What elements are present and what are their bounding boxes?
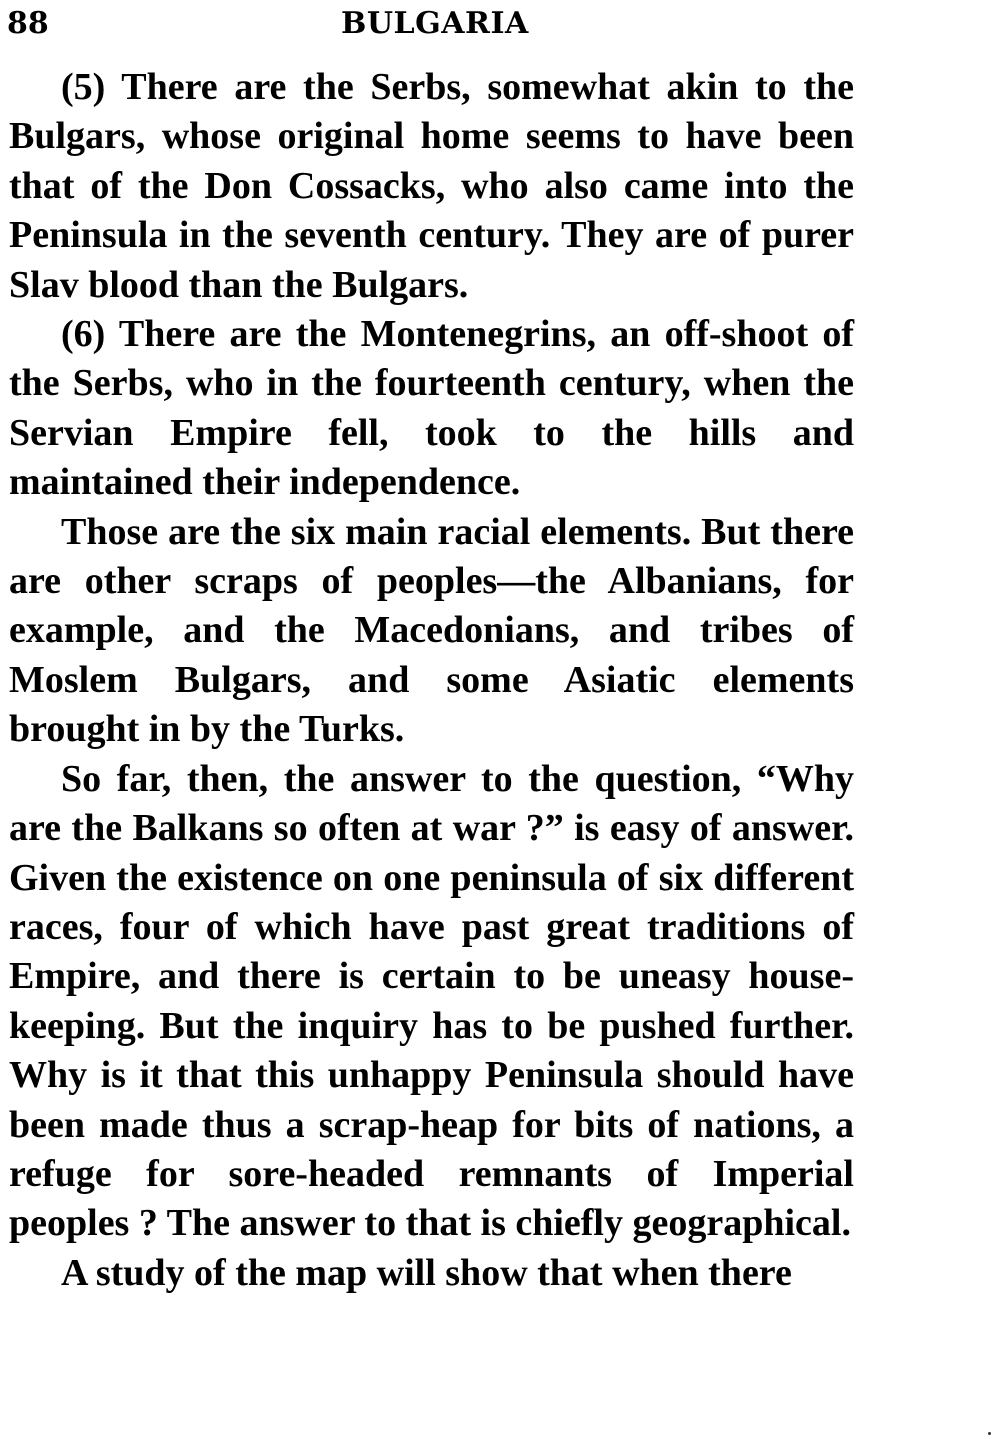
paragraph-racial-elements: Those are the six main racial elements. But there are other scraps of peoples—the Albanians, for example, and the Macedonians, and tribes of Moslem Bulgars, and some Asiatic elements brought in by the Turks. [9, 510, 854, 751]
paragraph-serbs: (5) There are the Serbs, somewhat akin to the Bulgars, whose original home seems to have been that of the Don Cossacks, who also came into the Peninsula in the seventh century. They are of purer Slav blood than the Bulgars. [9, 66, 854, 306]
scan-speck [988, 1432, 991, 1435]
paragraph-montenegrins: (6) There are the Montenegrins, an off-shoot of the Serbs, who in the fourteenth century, when the Servian Empire fell, took to the hills and maintained their independence. [9, 313, 854, 504]
body-text [9, 63, 854, 1298]
running-head [7, 4, 852, 44]
running-title: BULGARIA [341, 6, 529, 41]
page-number: 88 [7, 6, 49, 41]
paragraph-map-study: A study of the map will show that when there [61, 1251, 792, 1294]
paragraph-balkans-war: So far, then, the answer to the question, “Why are the Balkans so often at war ?” is easy of answer. Given the existence on one peninsula of six different races, four of which have past great traditions of Empire, and there is certain to be uneasy house-keeping. But the inquiry has to be pushed further. Why is it that this unhappy Peninsula should have been made thus a scrap-heap for bits of nations, a refuge for sore-headed remnants of Imperial peoples ? The answer to that is chiefly geographical. [9, 757, 854, 1245]
